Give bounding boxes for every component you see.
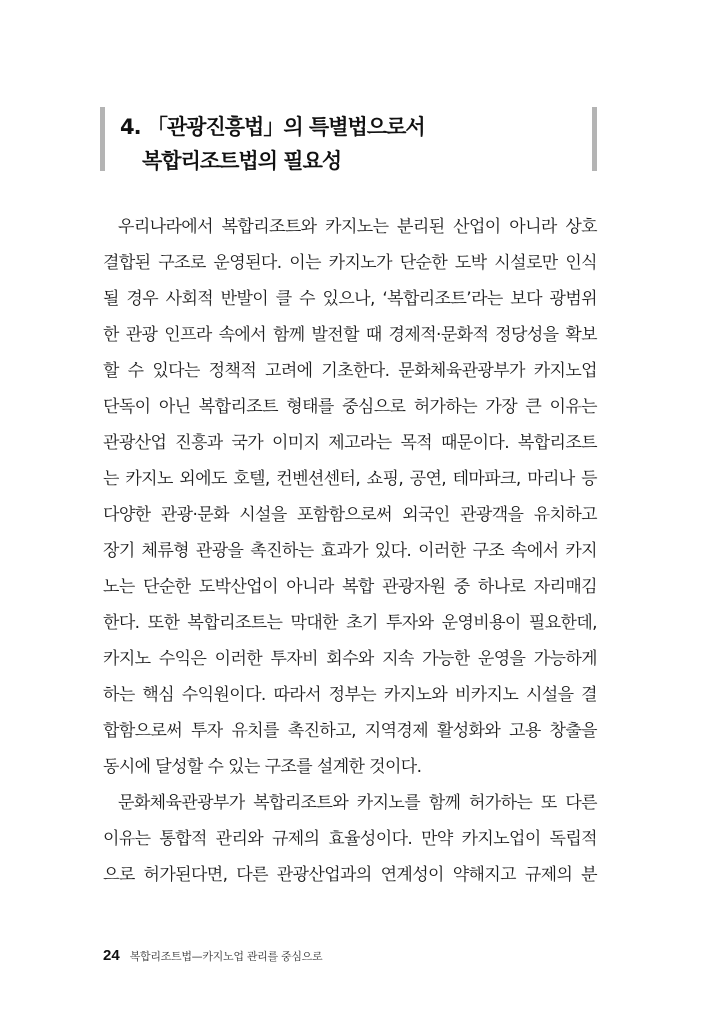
paragraph-1-line: 우리나라에서 복합리조트와 카지노는 분리된 산업이 아니라 상호 (118, 217, 597, 237)
heading-line-2: 복합리조트법의 필요성 (142, 149, 342, 173)
paragraph-1-line: 한다. 또한 복합리조트는 막대한 초기 투자와 운영비용이 필요한데, (103, 613, 597, 633)
paragraph-1-line: 결합된 구조로 운영된다. 이는 카지노가 단순한 도박 시설로만 인식 (103, 253, 597, 273)
paragraph-1-line: 될 경우 사회적 반발이 클 수 있으나, ‘복합리조트’라는 보다 광범위 (103, 289, 597, 309)
paragraph-1-line: 단독이 아닌 복합리조트 형태를 중심으로 허가하는 가장 큰 이유는 (103, 397, 597, 417)
page-number: 24 (103, 947, 120, 964)
paragraph-1-line: 하는 핵심 수익원이다. 따라서 정부는 카지노와 비카지노 시설을 결 (103, 685, 597, 705)
paragraph-1-line: 노는 단순한 도박산업이 아니라 복합 관광자원 중 하나로 자리매김 (103, 577, 597, 597)
paragraph-2-line: 이유는 통합적 관리와 규제의 효율성이다. 만약 카지노업이 독립적 (103, 829, 597, 849)
heading-line-1: 4. 「관광진흥법」의 특별법으로서 (120, 115, 425, 139)
paragraph-1-line: 관광산업 진흥과 국가 이미지 제고라는 목적 때문이다. 복합리조트 (103, 433, 597, 453)
paragraph-1-line: 다양한 관광·문화 시설을 포함함으로써 외국인 관광객을 유치하고 (103, 505, 597, 525)
page-footer (103, 947, 322, 964)
section-heading (100, 107, 597, 171)
paragraph-1-line: 한 관광 인프라 속에서 함께 발전할 때 경제적·문화적 정당성을 확보 (103, 325, 597, 345)
body-text (103, 209, 597, 893)
paragraph-1-line: 장기 체류형 관광을 촉진하는 효과가 있다. 이러한 구조 속에서 카지 (103, 541, 597, 561)
paragraph-1-line: 는 카지노 외에도 호텔, 컨벤션센터, 쇼핑, 공연, 테마파크, 마리나 등 (103, 469, 597, 489)
paragraph-2-line: 으로 허가된다면, 다른 관광산업과의 연계성이 약해지고 규제의 분 (103, 865, 597, 885)
paragraph-1-line: 합함으로써 투자 유치를 촉진하고, 지역경제 활성화와 고용 창출을 (103, 721, 597, 741)
paragraph-1-line: 카지노 수익은 이러한 투자비 회수와 지속 가능한 운영을 가능하게 (103, 649, 597, 669)
heading-left-bar (100, 107, 105, 171)
paragraph-2-line: 문화체육관광부가 복합리조트와 카지노를 함께 허가하는 또 다른 (118, 793, 597, 813)
paragraph-1-line: 할 수 있다는 정책적 고려에 기초한다. 문화체육관광부가 카지노업 (103, 361, 597, 381)
paragraph-1-line: 동시에 달성할 수 있는 구조를 설계한 것이다. (103, 757, 422, 777)
heading-right-bar (592, 107, 597, 171)
running-title: 복합리조트법—카지노업 관리를 중심으로 (129, 950, 323, 963)
